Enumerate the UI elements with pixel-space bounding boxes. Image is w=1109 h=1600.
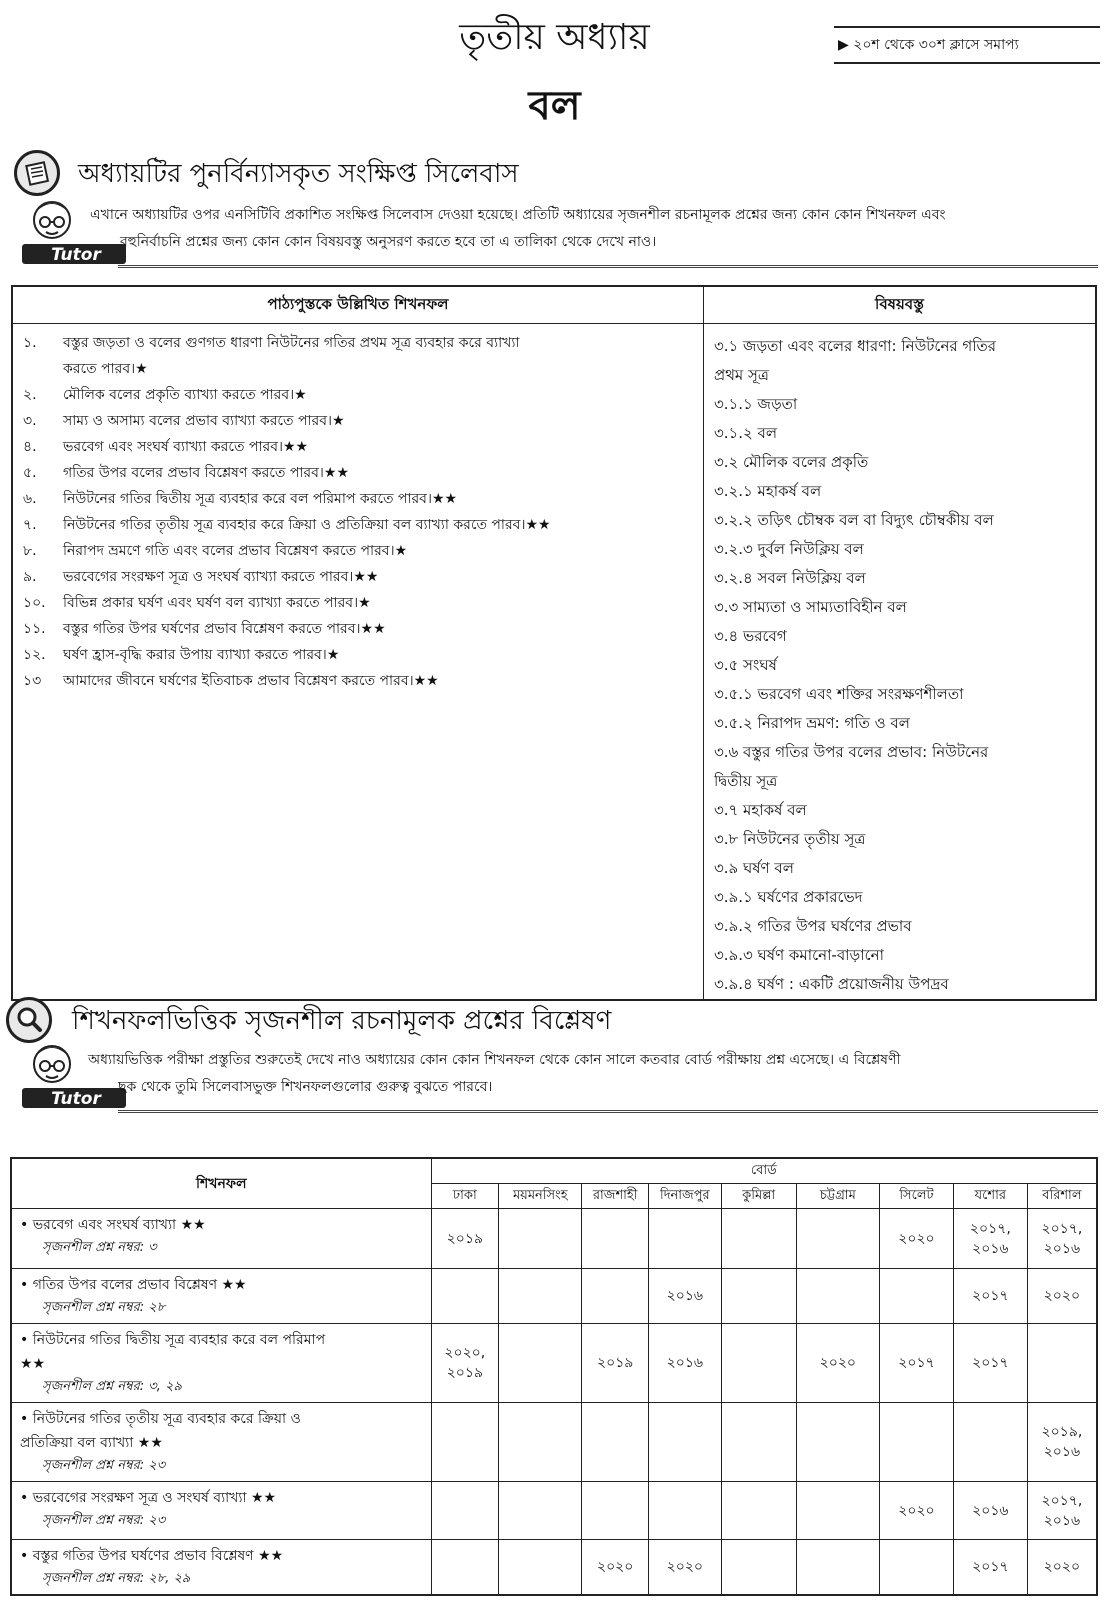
topic-item: ৩.৯.১ ঘর্ষণের প্রকারভেদ bbox=[714, 888, 863, 906]
year-cell bbox=[648, 1403, 721, 1482]
outcome-item bbox=[23, 486, 695, 512]
year-cell bbox=[796, 1403, 879, 1482]
board-name-header: রাজশাহী bbox=[582, 1184, 648, 1209]
year-value: ২০২০ bbox=[819, 1355, 857, 1371]
year-value: ২০১৬ bbox=[972, 1240, 1009, 1257]
topics-cell bbox=[704, 324, 1097, 1001]
outcome-text bbox=[63, 486, 457, 512]
outcome-cell bbox=[11, 1324, 431, 1403]
topic-item: ৩.৫.১ ভরবেগ এবং শক্তির সংরক্ষণশীলতা bbox=[714, 685, 964, 703]
year-value: ২০২০ bbox=[898, 1502, 935, 1519]
year-cell bbox=[721, 1403, 796, 1482]
board-name-header: যশোর bbox=[953, 1184, 1027, 1209]
year-cell bbox=[796, 1209, 879, 1269]
topic-item: ৩.২.৩ দুর্বল নিউক্লিয় বল bbox=[714, 540, 864, 558]
year-value: ২০১৯ bbox=[446, 1365, 483, 1381]
year-cell bbox=[499, 1209, 582, 1269]
year-cell bbox=[648, 1269, 721, 1324]
year-cell bbox=[880, 1403, 954, 1482]
outcome-number: ৯. bbox=[23, 569, 37, 585]
outcome-text bbox=[63, 668, 439, 694]
divider bbox=[118, 265, 1098, 268]
year-value: ২০১৭, bbox=[969, 1220, 1011, 1237]
outcome-item bbox=[23, 434, 695, 460]
outcome-line: আমাদের জীবনে ঘর্ষণের ইতিবাচক প্রভাব বিশ্লেষণ করতে পারব।★★ bbox=[63, 673, 439, 689]
divider bbox=[118, 1110, 1098, 1113]
analysis-intro-line2: ছক থেকে তুমি সিলেবাসভুক্ত শিখনফলগুলোর গুরুত্ব বুঝতে পারবে। bbox=[118, 1079, 493, 1095]
outcome-line: প্রতিক্রিয়া বল ব্যাখ্যা ★★ bbox=[20, 1435, 163, 1451]
outcome-number: ১২. bbox=[23, 647, 46, 663]
topic-item: ৩.১ জড়তা এবং বলের ধারণা: নিউটনের গতির bbox=[714, 337, 997, 355]
year-cell bbox=[1027, 1482, 1097, 1540]
year-cell bbox=[431, 1540, 499, 1596]
topic-item: ৩.২.১ মহাকর্ষ বল bbox=[714, 482, 822, 500]
table-row bbox=[11, 1403, 1097, 1482]
year-cell bbox=[499, 1324, 582, 1403]
year-value: ২০১৬ bbox=[1043, 1444, 1081, 1460]
year-value: ২০১৬ bbox=[666, 1355, 704, 1371]
chapter-subtitle: বল bbox=[528, 83, 581, 129]
year-cell bbox=[582, 1324, 648, 1403]
outcome-text bbox=[63, 434, 308, 460]
year-value: ২০১৭ bbox=[898, 1355, 935, 1371]
year-cell bbox=[796, 1324, 879, 1403]
outcome-text bbox=[63, 330, 520, 382]
table-row bbox=[11, 1269, 1097, 1324]
outcome-line: • নিউটনের গতির দ্বিতীয় সূত্র ব্যবহার করে বল পরিমাপ bbox=[20, 1332, 326, 1348]
outcome-item bbox=[23, 564, 695, 590]
syllabus-table bbox=[11, 285, 1097, 1001]
year-cell bbox=[953, 1324, 1027, 1403]
outcome-text bbox=[63, 564, 378, 590]
year-value: ২০১৬ bbox=[1043, 1240, 1081, 1257]
question-numbers: সৃজনশীল প্রশ্ন নম্বর: ২৩ bbox=[42, 1458, 166, 1473]
outcome-line: বস্তুর গতির উপর ঘর্ষণের প্রভাব বিশ্লেষণ করতে পারব।★★ bbox=[63, 621, 386, 637]
year-cell bbox=[431, 1403, 499, 1482]
year-cell bbox=[431, 1482, 499, 1540]
outcome-item bbox=[23, 616, 695, 642]
year-cell bbox=[880, 1209, 954, 1269]
year-cell bbox=[953, 1403, 1027, 1482]
year-value: ২০১৬ bbox=[972, 1502, 1009, 1519]
year-cell bbox=[953, 1209, 1027, 1269]
outcome-line: • ভরবেগ এবং সংঘর্ষ ব্যাখ্যা ★★ bbox=[20, 1217, 206, 1233]
outcome-item bbox=[23, 642, 695, 668]
topic-item: ৩.৯.৪ ঘর্ষণ : একটি প্রয়োজনীয় উপদ্রব bbox=[714, 975, 949, 993]
outcome-number: ৬. bbox=[23, 491, 37, 507]
outcome-line: মৌলিক বলের প্রকৃতি ব্যাখ্যা করতে পারব।★ bbox=[63, 387, 307, 403]
topic-item: ৩.১.২ বল bbox=[714, 424, 778, 442]
syllabus-intro-line2: বহুনির্বাচনি প্রশ্নের জন্য কোন কোন বিষয়বস্তু অনুসরণ করতে হবে তা এ তালিকা থেকে দেখে নাও। bbox=[120, 234, 657, 250]
board-name-header: ময়মনসিংহ bbox=[499, 1184, 582, 1209]
outcome-text bbox=[63, 382, 307, 408]
section-heading-analysis: শিখনফলভিত্তিক সৃজনশীল রচনামূলক প্রশ্নের বিশ্লেষণ bbox=[72, 1006, 612, 1036]
outcome-line: নিরাপদ ভ্রমণে গতি এবং বলের প্রভাব বিশ্লেষণ করতে পারব।★ bbox=[63, 543, 408, 559]
year-cell bbox=[721, 1324, 796, 1403]
outcome-cell bbox=[11, 1482, 431, 1540]
year-cell bbox=[582, 1482, 648, 1540]
year-cell bbox=[648, 1540, 721, 1596]
outcome-line: ঘর্ষণ হ্রাস-বৃদ্ধি করার উপায় ব্যাখ্যা করতে পারব।★ bbox=[63, 647, 340, 663]
outcome-number: ৫. bbox=[23, 465, 37, 481]
topic-item: ৩.২.২ তড়িৎ চৌম্বক বল বা বিদ্যুৎ চৌম্বকীয় বল bbox=[714, 511, 994, 529]
year-cell bbox=[582, 1540, 648, 1596]
outcome-line: বস্তুর জড়তা ও বলের গুণগত ধারণা নিউটনের গতির প্রথম সূত্র ব্যবহার করে ব্যাখ্যা bbox=[63, 335, 520, 351]
outcome-line: নিউটনের গতির দ্বিতীয় সূত্র ব্যবহার করে বল পরিমাপ করতে পারব।★★ bbox=[63, 491, 458, 507]
outcome-number: ২. bbox=[23, 387, 37, 403]
outcome-number: ১. bbox=[23, 335, 37, 351]
topic-item: ৩.৬ বস্তুর গতির উপর বলের প্রভাব: নিউটনের bbox=[714, 743, 989, 761]
table-row bbox=[11, 1324, 1097, 1403]
svg-text:Tutor: Tutor bbox=[51, 1089, 101, 1109]
outcome-column-header: শিখনফল bbox=[11, 1158, 431, 1209]
outcome-number: ১০. bbox=[23, 595, 46, 611]
outcome-cell bbox=[11, 1269, 431, 1324]
outcome-item bbox=[23, 668, 695, 694]
question-numbers: সৃজনশীল প্রশ্ন নম্বর: ২৮, ২৯ bbox=[42, 1571, 191, 1586]
outcome-cell bbox=[11, 1403, 431, 1482]
table-row bbox=[11, 1209, 1097, 1269]
board-name-header: ঢাকা bbox=[431, 1184, 499, 1209]
outcome-item bbox=[23, 330, 695, 382]
outcome-number: ৪. bbox=[23, 439, 37, 455]
year-cell bbox=[431, 1209, 499, 1269]
outcome-number: ১১. bbox=[23, 621, 46, 637]
topic-item: ৩.৯.৩ ঘর্ষণ কমানো-বাড়ানো bbox=[714, 946, 884, 964]
outcomes-cell bbox=[12, 324, 704, 1001]
analysis-intro-line1: অধ্যায়ভিত্তিক পরীক্ষা প্রস্তুতির শুরুতেই দেখে নাও অধ্যায়ের কোন কোন শিখনফল থেকে কোন সালে কতবার বোর্ড পরীক্ষায় প্রশ্ন এসেছে। এ বিশ্লেষণী bbox=[88, 1052, 901, 1068]
year-cell bbox=[648, 1482, 721, 1540]
year-cell bbox=[880, 1540, 954, 1596]
year-cell bbox=[582, 1209, 648, 1269]
year-cell bbox=[648, 1209, 721, 1269]
year-cell bbox=[796, 1482, 879, 1540]
outcome-line: সাম্য ও অসাম্য বলের প্রভাব ব্যাখ্যা করতে পারব।★ bbox=[63, 413, 345, 429]
board-name-header: চট্টগ্রাম bbox=[796, 1184, 879, 1209]
year-cell bbox=[953, 1269, 1027, 1324]
year-value: ২০১৭, bbox=[1041, 1220, 1083, 1237]
topic-item: ৩.২.৪ সবল নিউক্লিয় বল bbox=[714, 569, 866, 587]
outcome-text bbox=[63, 408, 345, 434]
outcome-line: বিভিন্ন প্রকার ঘর্ষণ এবং ঘর্ষণ বল ব্যাখ্যা করতে পারব।★ bbox=[63, 595, 371, 611]
outcome-text bbox=[63, 590, 371, 616]
year-cell bbox=[880, 1482, 954, 1540]
outcome-text bbox=[63, 642, 339, 668]
year-cell bbox=[721, 1269, 796, 1324]
outcome-text bbox=[63, 512, 551, 538]
year-cell bbox=[499, 1540, 582, 1596]
chapter-title: তৃতীয় অধ্যায় bbox=[459, 17, 650, 58]
outcome-cell bbox=[11, 1209, 431, 1269]
outcome-item bbox=[23, 460, 695, 486]
topic-item: ৩.৫.২ নিরাপদ ভ্রমণ: গতি ও বল bbox=[714, 714, 910, 732]
topic-item: ৩.৯.২ গতির উপর ঘর্ষণের প্রভাব bbox=[714, 917, 912, 935]
outcome-item bbox=[23, 382, 695, 408]
year-value: ২০১৭ bbox=[972, 1559, 1009, 1575]
year-value: ২০২০ bbox=[596, 1559, 634, 1575]
outcome-number: ৩. bbox=[23, 413, 37, 429]
outcomes-column-header: পাঠ্যপুস্তকে উল্লিখিত শিখনফল bbox=[12, 286, 704, 324]
table-row bbox=[11, 1482, 1097, 1540]
outcome-line: • নিউটনের গতির তৃতীয় সূত্র ব্যবহার করে ক্রিয়া ও bbox=[20, 1411, 301, 1427]
year-value: ২০২০ bbox=[666, 1559, 704, 1575]
question-numbers: সৃজনশীল প্রশ্ন নম্বর: ৩, ২৯ bbox=[42, 1379, 182, 1394]
topic-item: ৩.৭ মহাকর্ষ বল bbox=[714, 801, 807, 819]
year-value: ২০১৬ bbox=[1043, 1512, 1081, 1529]
topic-item: ৩.৩ সাম্যতা ও সাম্যতাবিহীন বল bbox=[714, 598, 907, 616]
outcome-item bbox=[23, 512, 695, 538]
outcome-cell bbox=[11, 1540, 431, 1596]
year-cell bbox=[431, 1324, 499, 1403]
year-cell bbox=[499, 1403, 582, 1482]
year-value: ২০২০ bbox=[1043, 1288, 1081, 1304]
year-cell bbox=[953, 1540, 1027, 1596]
year-cell bbox=[796, 1540, 879, 1596]
board-name-header: দিনাজপুর bbox=[648, 1184, 721, 1209]
outcomes-list bbox=[13, 324, 703, 694]
year-cell bbox=[796, 1269, 879, 1324]
year-cell bbox=[880, 1324, 954, 1403]
year-cell bbox=[431, 1269, 499, 1324]
year-value: ২০১৬ bbox=[666, 1288, 704, 1304]
topic-item: দ্বিতীয় সূত্র bbox=[714, 772, 778, 790]
outcome-line: • বস্তুর গতির উপর ঘর্ষণের প্রভাব বিশ্লেষণ ★★ bbox=[20, 1548, 284, 1564]
year-value: ২০২০ bbox=[1043, 1559, 1081, 1575]
year-cell bbox=[1027, 1540, 1097, 1596]
topics-column-header: বিষয়বস্তু bbox=[704, 286, 1097, 324]
year-value: ২০২০ bbox=[898, 1230, 935, 1247]
year-cell bbox=[721, 1540, 796, 1596]
outcome-number: ১৩ bbox=[23, 673, 42, 689]
topic-item: ৩.১.১ জড়তা bbox=[714, 395, 798, 413]
year-cell bbox=[582, 1269, 648, 1324]
board-name-header: বরিশাল bbox=[1027, 1184, 1097, 1209]
question-numbers: সৃজনশীল প্রশ্ন নম্বর: ২৮ bbox=[42, 1300, 166, 1315]
section-heading-syllabus: অধ্যায়টির পুনর্বিন্যাসকৃত সংক্ষিপ্ত সিলেবাস bbox=[78, 159, 519, 189]
board-name-header: কুমিল্লা bbox=[721, 1184, 796, 1209]
year-value: ২০১৭ bbox=[972, 1288, 1009, 1304]
topic-item: প্রথম সূত্র bbox=[714, 366, 769, 384]
question-numbers: সৃজনশীল প্রশ্ন নম্বর: ২৩ bbox=[42, 1513, 166, 1528]
outcome-line: • গতির উপর বলের প্রভাব বিশ্লেষণ ★★ bbox=[20, 1277, 247, 1293]
topic-item: ৩.৪ ভরবেগ bbox=[714, 627, 787, 645]
board-name-header: সিলেট bbox=[880, 1184, 954, 1209]
year-cell bbox=[721, 1209, 796, 1269]
topics-list bbox=[704, 324, 1095, 999]
outcome-number: ৮. bbox=[23, 543, 37, 559]
book-icon bbox=[14, 150, 60, 196]
class-schedule-badge: ▶ ২০শ থেকে ৩০শ ক্লাসে সমাপ্য bbox=[834, 26, 1100, 64]
year-cell bbox=[582, 1403, 648, 1482]
outcome-line: করতে পারব।★ bbox=[63, 361, 148, 377]
outcome-text bbox=[63, 538, 407, 564]
topic-item: ৩.৯ ঘর্ষণ বল bbox=[714, 859, 794, 877]
year-cell bbox=[499, 1482, 582, 1540]
outcome-item bbox=[23, 538, 695, 564]
outcome-item bbox=[23, 590, 695, 616]
outcome-text bbox=[63, 460, 349, 486]
year-value: ২০১৭, bbox=[1041, 1492, 1083, 1509]
year-cell bbox=[1027, 1324, 1097, 1403]
topic-item: ৩.২ মৌলিক বলের প্রকৃতি bbox=[714, 453, 869, 471]
year-cell bbox=[1027, 1403, 1097, 1482]
question-numbers: সৃজনশীল প্রশ্ন নম্বর: ৩ bbox=[42, 1240, 157, 1255]
outcome-line: ভরবেগের সংরক্ষণ সূত্র ও সংঘর্ষ ব্যাখ্যা করতে পারব।★★ bbox=[63, 569, 379, 585]
outcome-line: ★★ bbox=[20, 1356, 46, 1372]
board-analysis-table bbox=[10, 1157, 1098, 1596]
year-value: ২০১৯, bbox=[1041, 1424, 1083, 1440]
year-cell bbox=[953, 1482, 1027, 1540]
topic-item: ৩.৫ সংঘর্ষ bbox=[714, 656, 777, 674]
syllabus-intro-line1: এখানে অধ্যায়টির ওপর এনসিটিবি প্রকাশিত সংক্ষিপ্ত সিলেবাস দেওয়া হয়েছে। প্রতিটি অধ্যায়ের সৃজনশীল রচনামূলক প্রশ্নের জন্য কোন কোন শিখনফল এবং bbox=[90, 207, 946, 223]
year-cell bbox=[1027, 1269, 1097, 1324]
table-row bbox=[11, 1540, 1097, 1596]
outcome-item bbox=[23, 408, 695, 434]
outcome-line: গতির উপর বলের প্রভাব বিশ্লেষণ করতে পারব।★★ bbox=[63, 465, 350, 481]
year-cell bbox=[721, 1482, 796, 1540]
year-value: ২০১৯ bbox=[596, 1355, 634, 1371]
year-value: ২০১৯ bbox=[446, 1230, 483, 1247]
year-cell bbox=[499, 1269, 582, 1324]
outcome-number: ৭. bbox=[23, 517, 37, 533]
year-cell bbox=[880, 1269, 954, 1324]
outcome-text bbox=[63, 616, 386, 642]
topic-item: ৩.৮ নিউটনের তৃতীয় সূত্র bbox=[714, 830, 866, 848]
board-column-header: বোর্ড bbox=[431, 1158, 1097, 1184]
year-cell bbox=[648, 1324, 721, 1403]
svg-text:Tutor: Tutor bbox=[51, 245, 101, 265]
outcome-line: নিউটনের গতির তৃতীয় সূত্র ব্যবহার করে ক্রিয়া ও প্রতিক্রিয়া বল ব্যাখ্যা করতে পারব।★★ bbox=[63, 517, 551, 533]
year-value: ২০১৭ bbox=[972, 1355, 1009, 1371]
year-value: ২০২০, bbox=[444, 1345, 486, 1361]
year-cell bbox=[1027, 1209, 1097, 1269]
outcome-line: ভরবেগ এবং সংঘর্ষ ব্যাখ্যা করতে পারব।★★ bbox=[63, 439, 309, 455]
outcome-line: • ভরবেগের সংরক্ষণ সূত্র ও সংঘর্ষ ব্যাখ্যা ★★ bbox=[20, 1490, 277, 1506]
